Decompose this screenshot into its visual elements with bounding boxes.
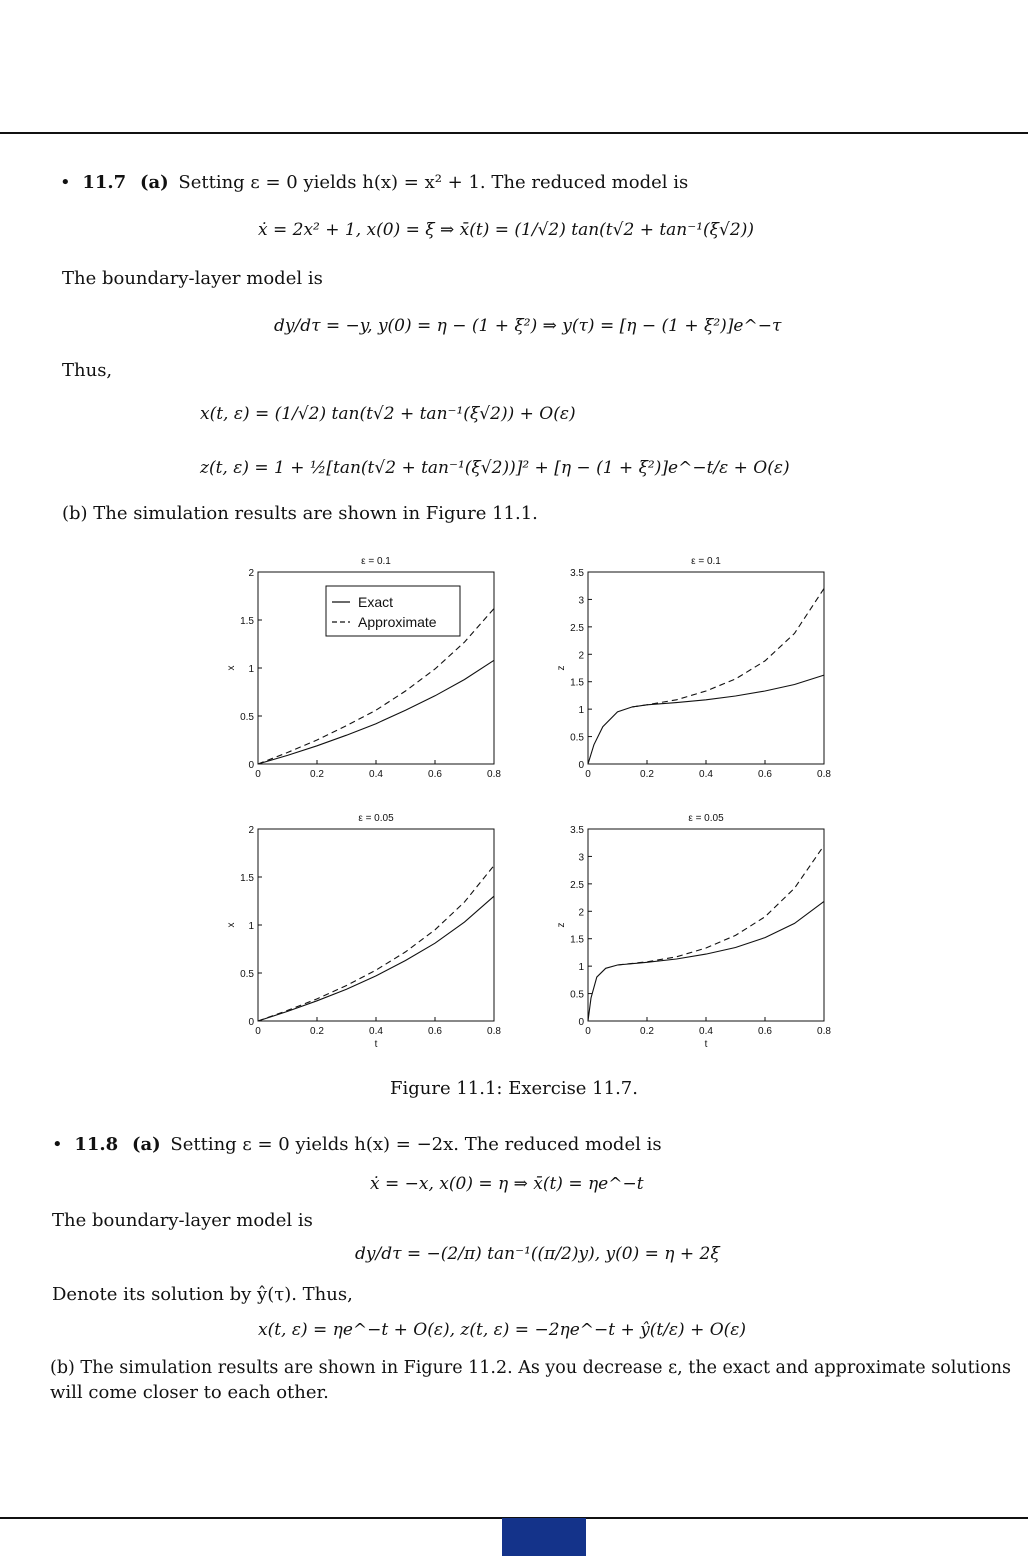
x-tick-label: 0.2 bbox=[640, 769, 654, 780]
plot-x-eps-0-1 bbox=[200, 548, 520, 792]
y-tick-label: 1 bbox=[578, 962, 584, 974]
x-tick-label: 0.6 bbox=[758, 769, 772, 780]
y-tick-label: 3 bbox=[578, 595, 584, 607]
approximate-series-line bbox=[258, 866, 494, 1022]
exercise-number: 11.7 bbox=[82, 172, 127, 193]
x-tick-label: 0.6 bbox=[428, 1026, 442, 1037]
plot-x-eps-0-05 bbox=[200, 805, 520, 1059]
part-b-text-11-8-line2: will come closer to each other. bbox=[50, 1382, 329, 1403]
y-tick-label: 3 bbox=[578, 852, 584, 864]
x-tick-label: 0.8 bbox=[817, 769, 831, 780]
x-tick-label: 0 bbox=[255, 1026, 261, 1037]
eq-boundary-layer: dy/dτ = −y, y(0) = η − (1 + ξ²) ⇒ y(τ) = [η − (1 + ξ²)]e^−τ bbox=[274, 316, 782, 336]
plot-title: ε = 0.05 bbox=[688, 813, 724, 824]
x-axis-label: t bbox=[704, 1039, 708, 1050]
x-tick-label: 0.6 bbox=[758, 1026, 772, 1037]
plot-title: ε = 0.1 bbox=[361, 556, 391, 567]
legend-exact-label: Exact bbox=[358, 594, 394, 610]
denote-text: Denote its solution by ŷ(τ). Thus, bbox=[52, 1284, 353, 1305]
intro-text: Setting ε = 0 yields h(x) = −2x. The reduced model is bbox=[170, 1134, 662, 1155]
y-tick-label: 2 bbox=[248, 568, 254, 579]
x-tick-label: 0.2 bbox=[310, 769, 324, 780]
x-tick-label: 0 bbox=[585, 1026, 591, 1037]
thus-text: Thus, bbox=[62, 360, 113, 381]
y-tick-label: 3.5 bbox=[570, 568, 584, 579]
y-tick-label: 2 bbox=[578, 907, 584, 919]
exact-series-line bbox=[258, 896, 494, 1021]
x-tick-label: 0.4 bbox=[369, 769, 383, 780]
x-tick-label: 0.2 bbox=[310, 1026, 324, 1037]
part-label: (a) bbox=[139, 172, 169, 193]
eq-final-11-8: x(t, ε) = ηe^−t + O(ε), z(t, ε) = −2ηe^−t + ŷ(t/ε) + O(ε) bbox=[258, 1320, 747, 1340]
approximate-series-line bbox=[618, 846, 825, 966]
y-tick-label: 1.5 bbox=[570, 934, 584, 946]
exercise-number: 11.8 bbox=[74, 1134, 119, 1155]
y-axis-label: x bbox=[226, 665, 237, 671]
plot-frame bbox=[588, 572, 824, 764]
part-label: (a) bbox=[131, 1134, 161, 1155]
y-tick-label: 2 bbox=[248, 825, 254, 836]
bullet: • bbox=[60, 172, 71, 193]
y-tick-label: 0 bbox=[248, 1017, 254, 1028]
x-tick-label: 0 bbox=[585, 769, 591, 780]
plot-svg bbox=[200, 805, 520, 1055]
y-tick-label: 1 bbox=[248, 921, 254, 932]
y-tick-label: 2.5 bbox=[570, 622, 584, 634]
eq-reduced-model: ẋ = 2x² + 1, x(0) = ξ ⇒ x̄(t) = (1/√2) tan(t√2 + tan⁻¹(ξ√2)) bbox=[258, 220, 754, 240]
x-tick-label: 0 bbox=[255, 769, 261, 780]
intro-text: Setting ε = 0 yields h(x) = x² + 1. The reduced model is bbox=[178, 172, 689, 193]
plot-title: ε = 0.1 bbox=[691, 556, 721, 567]
x-tick-label: 0.4 bbox=[699, 769, 713, 780]
y-tick-label: 0.5 bbox=[570, 989, 584, 1001]
y-tick-label: 1 bbox=[578, 705, 584, 717]
y-axis-label: z bbox=[556, 665, 567, 671]
y-tick-label: 0 bbox=[578, 760, 584, 771]
y-tick-label: 1.5 bbox=[570, 677, 584, 689]
part-b-text-11-8-line1: (b) The simulation results are shown in Figure 11.2. As you decrease ε, the exact and approximate solutions bbox=[50, 1358, 1012, 1378]
plot-svg bbox=[530, 805, 850, 1055]
y-tick-label: 0.5 bbox=[570, 732, 584, 744]
plot-frame bbox=[258, 829, 494, 1021]
eq-boundary-layer-11-8: dy/dτ = −(2/π) tan⁻¹((π/2)y), y(0) = η + 2ξ bbox=[355, 1244, 720, 1264]
plot-z-eps-0-05 bbox=[530, 805, 850, 1059]
plot-title: ε = 0.05 bbox=[358, 813, 394, 824]
y-tick-label: 1 bbox=[248, 664, 254, 675]
plot-svg bbox=[530, 548, 850, 788]
x-tick-label: 0.8 bbox=[487, 769, 501, 780]
legend-approx-label: Approximate bbox=[358, 614, 437, 630]
top-rule bbox=[0, 132, 1028, 134]
page-tab bbox=[502, 1518, 586, 1556]
y-tick-label: 0 bbox=[578, 1017, 584, 1028]
eq-z-solution: z(t, ε) = 1 + ½[tan(t√2 + tan⁻¹(ξ√2))]² + [η − (1 + ξ²)]e^−t/ε + O(ε) bbox=[200, 458, 790, 478]
boundary-layer-intro-11-8: The boundary-layer model is bbox=[52, 1210, 313, 1231]
exact-series-line bbox=[588, 901, 824, 1021]
y-tick-label: 2.5 bbox=[570, 879, 584, 891]
y-tick-label: 0.5 bbox=[240, 969, 254, 980]
y-tick-label: 0.5 bbox=[240, 712, 254, 723]
x-tick-label: 0.8 bbox=[817, 1026, 831, 1037]
eq-x-solution: x(t, ε) = (1/√2) tan(t√2 + tan⁻¹(ξ√2)) + O(ε) bbox=[200, 404, 576, 424]
y-tick-label: 1.5 bbox=[240, 616, 254, 627]
boundary-layer-intro: The boundary-layer model is bbox=[62, 268, 323, 289]
y-tick-label: 1.5 bbox=[240, 873, 254, 884]
part-b-text: (b) The simulation results are shown in Figure 11.1. bbox=[62, 503, 538, 524]
plot-frame bbox=[588, 829, 824, 1021]
y-axis-label: x bbox=[226, 922, 237, 928]
exact-series-line bbox=[258, 660, 494, 764]
bullet: • bbox=[52, 1134, 63, 1155]
x-tick-label: 0.6 bbox=[428, 769, 442, 780]
x-axis-label: t bbox=[374, 1039, 378, 1050]
approximate-series-line bbox=[632, 589, 824, 707]
x-tick-label: 0.4 bbox=[699, 1026, 713, 1037]
exact-series-line bbox=[588, 675, 824, 764]
x-tick-label: 0.4 bbox=[369, 1026, 383, 1037]
plot-z-eps-0-1 bbox=[530, 548, 850, 792]
exercise-11-7-intro bbox=[60, 172, 688, 193]
eq-reduced-model-11-8: ẋ = −x, x(0) = η ⇒ x̄(t) = ηe^−t bbox=[370, 1174, 644, 1194]
y-tick-label: 2 bbox=[578, 650, 584, 662]
x-tick-label: 0.2 bbox=[640, 1026, 654, 1037]
x-tick-label: 0.8 bbox=[487, 1026, 501, 1037]
figure-caption: Figure 11.1: Exercise 11.7. bbox=[389, 1078, 638, 1099]
plot-svg bbox=[200, 548, 520, 788]
y-axis-label: z bbox=[556, 922, 567, 928]
y-tick-label: 3.5 bbox=[570, 825, 584, 836]
y-tick-label: 0 bbox=[248, 760, 254, 771]
exercise-11-8-intro bbox=[52, 1134, 662, 1155]
